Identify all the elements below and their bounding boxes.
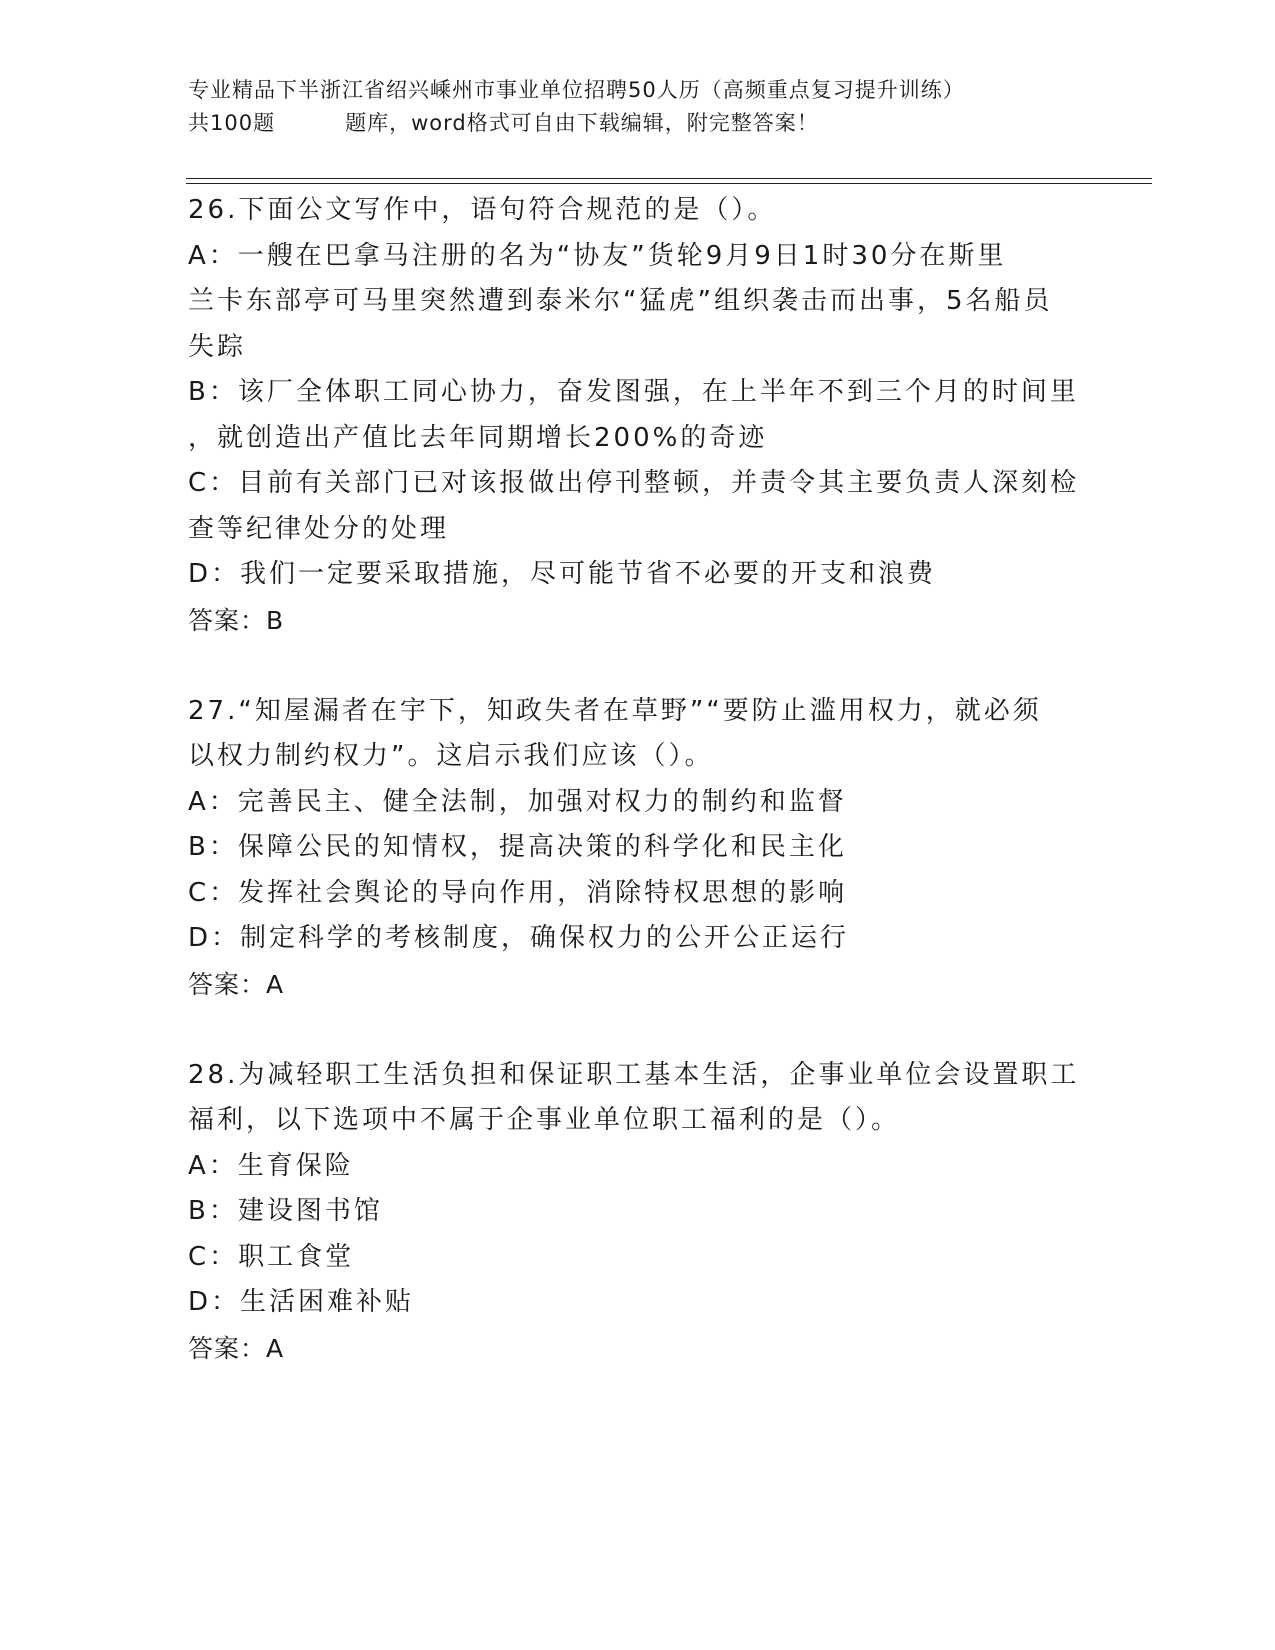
option-line: 查等纪律处分的处理 bbox=[188, 513, 450, 544]
question-item bbox=[188, 689, 1088, 1008]
header-question-count: 共100题 bbox=[188, 111, 276, 135]
answer-line: 答案：A bbox=[188, 969, 285, 999]
option-line: C：职工食堂 bbox=[188, 1241, 355, 1272]
header-rule-bottom bbox=[186, 183, 1152, 184]
option-line: C：发挥社会舆论的导向作用，消除特权思想的影响 bbox=[188, 877, 848, 908]
option-line: D：制定科学的考核制度，确保权力的公开公正运行 bbox=[188, 923, 850, 953]
question-list bbox=[188, 188, 1088, 1371]
option-line: C：目前有关部门已对该报做出停刊整顿，并责令其主要负责人深刻检 bbox=[188, 468, 1080, 498]
document-header bbox=[188, 74, 1088, 140]
question-spacer bbox=[188, 643, 1088, 689]
option-line: A：一艘在巴拿马注册的名为“协友”货轮9月9日1时30分在斯里 bbox=[188, 240, 1007, 271]
option-line: B：保障公民的知情权，提高决策的科学化和民主化 bbox=[188, 832, 847, 862]
option-line: A：完善民主、健全法制，加强对权力的制约和监督 bbox=[188, 786, 847, 817]
question-spacer bbox=[188, 1007, 1088, 1053]
question-stem-line: 福利，以下选项中不属于企事业单位职工福利的是（）。 bbox=[188, 1105, 901, 1135]
option-line: ，就创造出产值比去年同期增长200%的奇迹 bbox=[188, 422, 768, 453]
option-line: D：生活困难补贴 bbox=[188, 1287, 415, 1317]
question-stem-line: 以权力制约权力”。这启示我们应该（）。 bbox=[188, 741, 714, 771]
answer-line: 答案：A bbox=[188, 1333, 285, 1363]
question-stem-line: 27.“知屋漏者在宇下，知政失者在草野”“要防止滥用权力，就必须 bbox=[188, 695, 1042, 726]
answer-line: 答案：B bbox=[188, 605, 285, 635]
header-title-line: 专业精品下半浙江省绍兴嵊州市事业单位招聘50人历（高频重点复习提升训练） bbox=[188, 78, 965, 102]
option-line: 失踪 bbox=[188, 331, 247, 362]
header-description: 题库，word格式可自由下载编辑，附完整答案！ bbox=[345, 111, 819, 135]
option-line: B：该厂全体职工同心协力，奋发图强，在上半年不到三个月的时间里 bbox=[188, 377, 1079, 407]
question-item bbox=[188, 1053, 1088, 1372]
question-item bbox=[188, 188, 1088, 643]
header-rule-top bbox=[186, 178, 1152, 179]
header-subtitle-line bbox=[188, 107, 1088, 140]
option-line: 兰卡东部亭可马里突然遭到泰米尔“猛虎”组织袭击而出事，5名船员 bbox=[188, 286, 1053, 316]
question-stem-line: 26.下面公文写作中，语句符合规范的是（）。 bbox=[188, 195, 777, 225]
option-line: A：生育保险 bbox=[188, 1150, 354, 1181]
question-stem-line: 28.为减轻职工生活负担和保证职工基本生活，企事业单位会设置职工 bbox=[188, 1059, 1080, 1090]
option-line: D：我们一定要采取措施，尽可能节省不必要的开支和浪费 bbox=[188, 559, 937, 589]
option-line: B：建设图书馆 bbox=[188, 1196, 383, 1226]
